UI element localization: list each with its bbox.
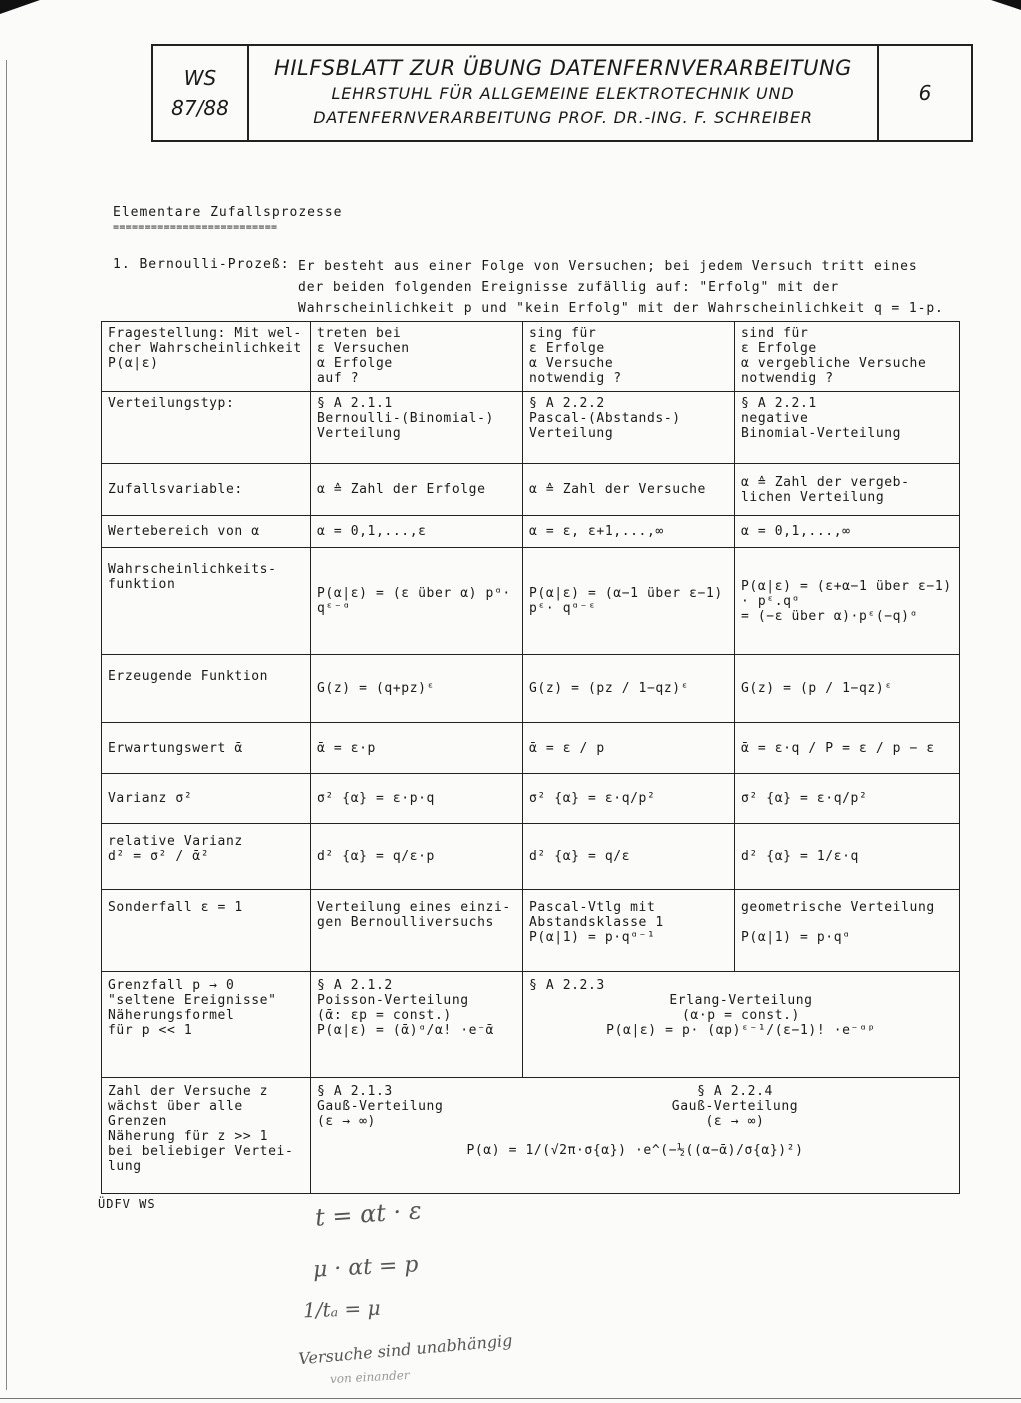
semester-line1: WS [183, 66, 217, 90]
handwritten-note: Versuche sind unabhängig [297, 1330, 514, 1369]
table-row [102, 723, 960, 774]
row-label: Sonderfall ε = 1 [102, 890, 311, 972]
cell-pascal: α ≙ Zahl der Versuche [523, 464, 735, 516]
sheet-subtitle-2: DATENFERNVERARBEITUNG PROF. DR.-ING. F. SCHREIBER [313, 108, 813, 127]
page-edge [6, 60, 7, 1390]
section-title: Elementare Zufallsprozesse [113, 205, 343, 220]
cell-negbinomial: sind für ε Erfolge α vergebliche Versuche notwendig ? [735, 322, 960, 392]
cell-negbinomial: ᾱ = ε·q / P = ε / p − ε [735, 723, 960, 774]
table-row [102, 890, 960, 972]
cell-pascal: P(α|ε) = (α−1 über ε−1) pᵋ· qᵅ⁻ᵋ [523, 548, 735, 655]
row-label: Grenzfall p → 0 "seltene Ereignisse" Näherungsformel für p << 1 [102, 972, 311, 1078]
row-label: Zufallsvariable: [102, 464, 311, 516]
row-label: Fragestellung: Mit wel- cher Wahrscheinlichkeit P(α|ε) [102, 322, 311, 392]
scan-corner-mark-right [991, 0, 1021, 10]
cell-pascal: α = ε, ε+1,...,∞ [523, 516, 735, 548]
intro-text: Er besteht aus einer Folge von Versuchen; bei jedem Versuch tritt eines der beiden folgenden Ereignisse zufällig auf: "Erfolg" mit der Wahrscheinlichkeit p und "kein Erfolg" mit der Wahrscheinlichkeit q = 1-p. [298, 259, 944, 316]
table-row [102, 655, 960, 723]
cell-binomial: α = 0,1,...,ε [311, 516, 523, 548]
cell-pascal: ᾱ = ε / p [523, 723, 735, 774]
row-label: Erzeugende Funktion [102, 655, 311, 723]
gauss-pascal: § A 2.2.4 Gauß-Verteilung (ε → ∞) [671, 1084, 799, 1129]
row-label: Wertebereich von α [102, 516, 311, 548]
scan-corner-mark [0, 0, 40, 14]
cell-erlang [523, 972, 960, 1078]
cell-binomial: ᾱ = ε·p [311, 723, 523, 774]
table-row-limit [102, 972, 960, 1078]
cell-pascal: sing für ε Erfolge α Versuche notwendig ? [523, 322, 735, 392]
cell-negbinomial: α = 0,1,...,∞ [735, 516, 960, 548]
sheet-title: HILFSBLATT ZUR ÜBUNG DATENFERNVERARBEITUNG [274, 56, 852, 80]
cell-binomial: treten bei ε Versuchen α Erfolge auf ? [311, 322, 523, 392]
cell-binomial: Verteilung eines einzi- gen Bernoulliversuchs [311, 890, 523, 972]
row-label: Erwartungswert ᾱ [102, 723, 311, 774]
table-row [102, 774, 960, 824]
intro-heading: 1. Bernoulli-Prozeß: [113, 257, 290, 272]
gauss-formula: P(α) = 1/(√2π·σ{α}) ·e^(−½((α−ᾱ)/σ{α})²) [466, 1143, 804, 1158]
cell-negbinomial: α ≙ Zahl der vergeb- lichen Verteilung [735, 464, 960, 516]
cell-poisson: § A 2.1.2 Poisson-Verteilung (ᾱ: εp = const.) P(α|ε) = (ᾱ)ᵅ/α! ·e⁻ᾱ [311, 972, 523, 1078]
gauss-binomial: § A 2.1.3 Gauß-Verteilung (ε → ∞) [317, 1084, 444, 1129]
cell-pascal: Pascal-Vtlg mit Abstandsklasse 1 P(α|1) = p·qᵅ⁻¹ [523, 890, 735, 972]
cell-negbinomial: geometrische Verteilung P(α|1) = p·qᵅ [735, 890, 960, 972]
handwritten-note: t = αt · ε [314, 1196, 423, 1232]
handwritten-note: von einander [329, 1367, 410, 1387]
cell-gauss [311, 1078, 960, 1194]
page-edge-bottom [0, 1398, 1021, 1399]
table-row [102, 824, 960, 890]
cell-negbinomial: § A 2.2.1 negative Binomial-Verteilung [735, 392, 960, 464]
cell-pascal: § A 2.2.2 Pascal-(Abstands-) Verteilung [523, 392, 735, 464]
cell-pascal: d² {α} = q/ε [523, 824, 735, 890]
row-label: Verteilungstyp: [102, 392, 311, 464]
semester-cell [153, 46, 249, 140]
footer-label: ÜDFV WS [98, 1197, 156, 1211]
sheet-number: 6 [918, 81, 932, 105]
semester-line2: 87/88 [171, 96, 229, 120]
cell-binomial: α ≙ Zahl der Erfolge [311, 464, 523, 516]
cell-binomial: G(z) = (q+pz)ᵋ [311, 655, 523, 723]
cell-pascal: G(z) = (pz / 1−qz)ᵋ [523, 655, 735, 723]
row-label: relative Varianz d² = σ² / ᾱ² [102, 824, 311, 890]
header-box [151, 44, 973, 142]
cell-binomial: P(α|ε) = (ε über α) pᵅ· qᵋ⁻ᵅ [311, 548, 523, 655]
sheet-subtitle-1: LEHRSTUHL FÜR ALLGEMEINE ELEKTROTECHNIK UND [331, 84, 795, 103]
table-row [102, 464, 960, 516]
handwritten-note: 1/tₐ = μ [302, 1295, 381, 1323]
row-label: Wahrscheinlichkeits- funktion [102, 548, 311, 655]
table-row [102, 392, 960, 464]
cell-negbinomial: P(α|ε) = (ε+α−1 über ε−1) · pᵋ.qᵅ = (−ε über α)·pᵋ(−q)ᵅ [735, 548, 960, 655]
handwritten-note: μ · αt = p [312, 1252, 420, 1283]
cell-negbinomial: σ² {α} = ε·q/p² [735, 774, 960, 824]
cell-pascal: σ² {α} = ε·q/p² [523, 774, 735, 824]
title-cell [249, 46, 879, 140]
table-row [102, 516, 960, 548]
process-table [101, 321, 960, 1194]
table-row [102, 548, 960, 655]
erlang-ref: § A 2.2.3 [529, 978, 605, 993]
cell-binomial: d² {α} = q/ε·p [311, 824, 523, 890]
cell-binomial: σ² {α} = ε·p·q [311, 774, 523, 824]
cell-negbinomial: d² {α} = 1/ε·q [735, 824, 960, 890]
table-row-gauss [102, 1078, 960, 1194]
cell-negbinomial: G(z) = (p / 1−qz)ᵋ [735, 655, 960, 723]
row-label: Zahl der Versuche z wächst über alle Grenzen Näherung für z >> 1 bei beliebiger Vertei- lung [102, 1078, 311, 1194]
cell-binomial: § A 2.1.1 Bernoulli-(Binomial-) Verteilung [311, 392, 523, 464]
table-row [102, 322, 960, 392]
row-label: Varianz σ² [102, 774, 311, 824]
erlang-body: Erlang-Verteilung (α·p = const.) P(α|ε) = p· (αp)ᵋ⁻¹/(ε−1)! ·e⁻ᵅᵖ [606, 993, 876, 1038]
section-underline: ========================== [113, 222, 278, 233]
